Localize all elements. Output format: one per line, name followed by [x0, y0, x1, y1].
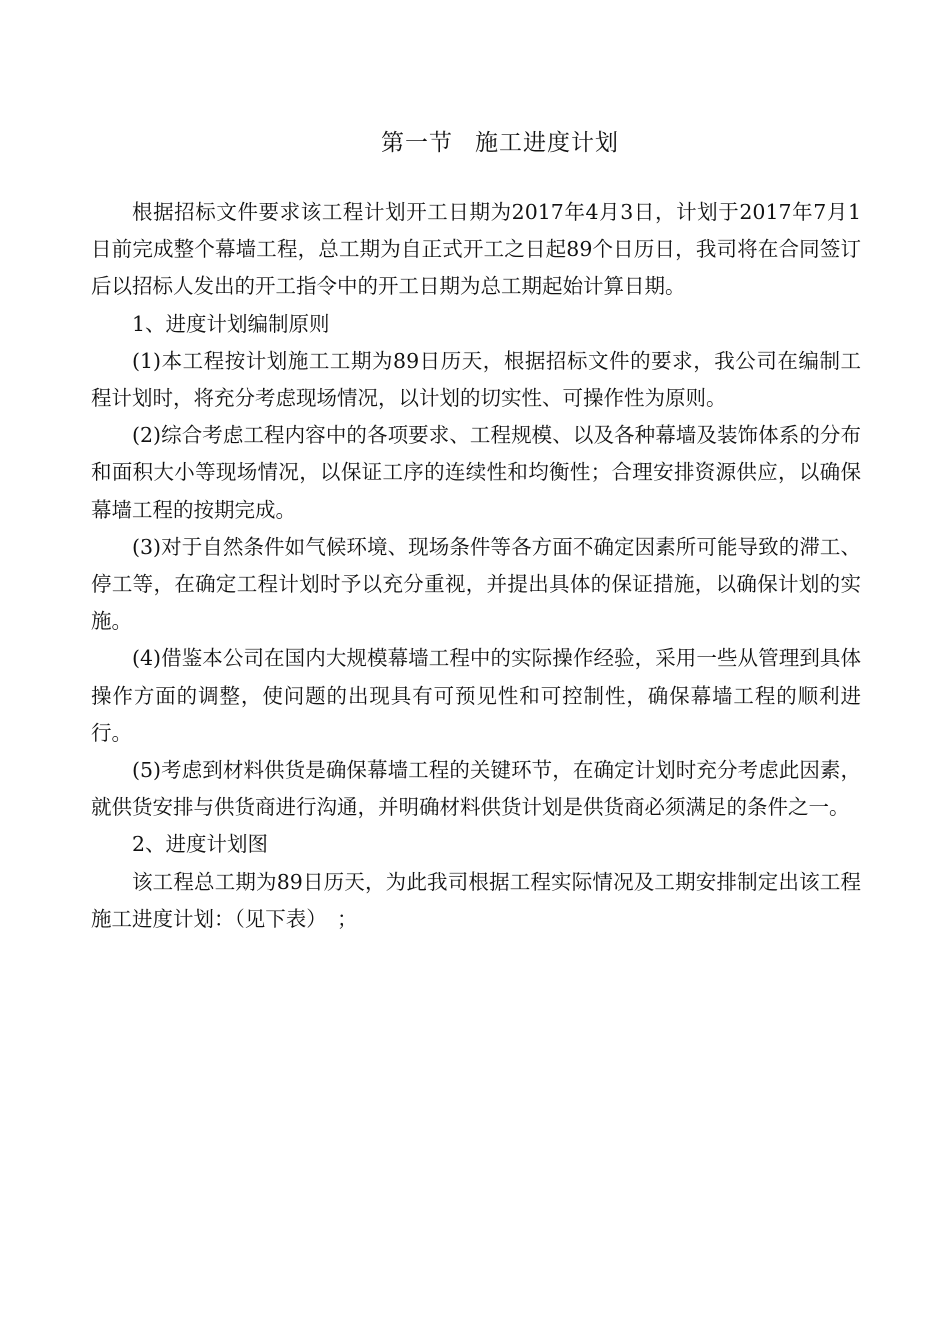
intro-paragraph: 根据招标文件要求该工程计划开工日期为2017年4月3日，计划于2017年7月1日前完成整个幕墙工程，总工期为自正式开工之日起89个日历日，我司将在合同签订后以招标人发出的开工指令中的开工日期为总工期起始计算日期。 — [91, 200, 861, 299]
principle-item-3: (3)对于自然条件如气候环境、现场条件等各方面不确定因素所可能导致的滞工、停工等，在确定工程计划时予以充分重视，并提出具体的保证措施，以确保计划的实施。 — [91, 534, 861, 634]
principle-item-4: (4)借鉴本公司在国内大规模幕墙工程中的实际操作经验，采用一些从管理到具体操作方面的调整，使问题的出现具有可预见性和可控制性，确保幕墙工程的顺利进行。 — [91, 646, 861, 745]
section-heading: 施工进度计划 — [475, 130, 619, 156]
document-body — [91, 194, 861, 938]
principle-item-2: (2)综合考虑工程内容中的各项要求、工程规模、以及各种幕墙及装饰体系的分布和面积大小等现场情况，以保证工序的连续性和均衡性；合理安排资源供应，以确保幕墙工程的按期完成。 — [91, 423, 861, 522]
section-number: 第一节 — [381, 130, 453, 156]
principle-item-5: (5)考虑到材料供货是确保幕墙工程的关键环节，在确定计划时充分考虑此因素，就供货安排与供货商进行沟通，并明确材料供货计划是供货商必须满足的条件之一。 — [91, 758, 861, 820]
schedule-paragraph: 该工程总工期为89日历天，为此我司根据工程实际情况及工期安排制定出该工程施工进度计划：（见下表） ； — [91, 869, 861, 931]
subheading-schedule-chart: 2、进度计划图 — [132, 832, 269, 857]
subheading-principles: 1、进度计划编制原则 — [132, 311, 330, 336]
principle-item-1: (1)本工程按计划施工工期为89日历天，根据招标文件的要求，我公司在编制工程计划时，将充分考虑现场情况，以计划的切实性、可操作性为原则。 — [91, 348, 861, 411]
section-title — [0, 123, 950, 163]
